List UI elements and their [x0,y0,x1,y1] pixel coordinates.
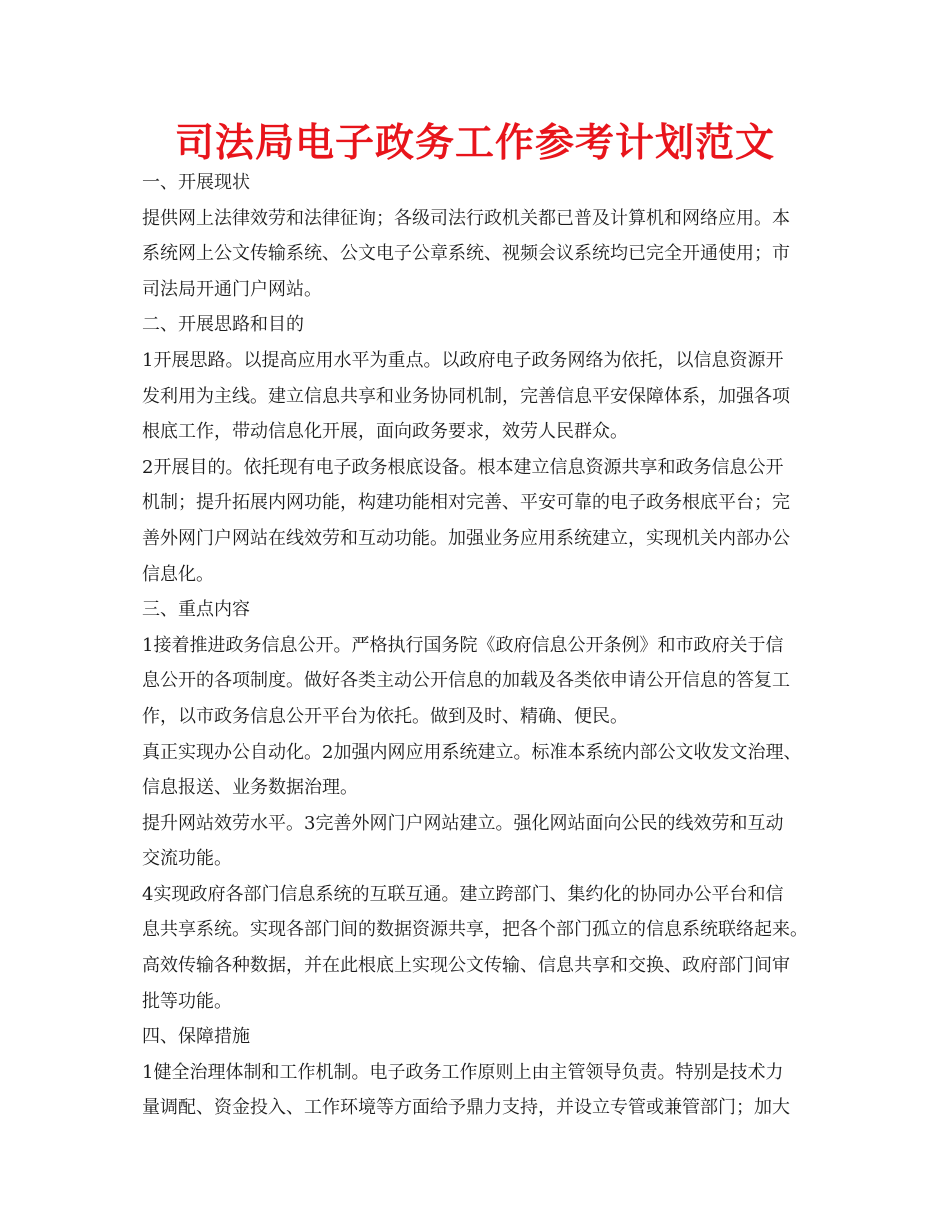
body-line: 机制；提升拓展内网功能，构建功能相对完善、平安可靠的电子政务根底平台；完 [142,492,790,514]
section-heading-safeguards: 四、保障措施 [142,1026,250,1048]
body-line: 高效传输各种数据，并在此根底上实现公文传输、信息共享和交换、政府部门间审 [142,955,790,977]
body-line: 息公开的各项制度。做好各类主动公开信息的加载及各类依申请公开信息的答复工 [142,670,790,692]
document-body [142,165,822,1126]
body-line: 系统网上公文传输系统、公文电子公章系统、视频会议系统均已完全开通使用；市 [142,243,790,265]
body-line: 提供网上法律效劳和法律征询；各级司法行政机关都已普及计算机和网络应用。本 [142,207,790,229]
body-line: 交流功能。 [142,848,232,870]
body-line: 息共享系统。实现各部门间的数据资源共享，把各个部门孤立的信息系统联络起来。 [142,919,808,941]
body-line: 2开展目的。依托现有电子政务根底设备。根本建立信息资源共享和政务信息公开 [142,456,784,478]
body-line: 1健全治理体制和工作机制。电子政务工作原则上由主管领导负责。特别是技术力 [142,1061,784,1083]
body-line: 量调配、资金投入、工作环境等方面给予鼎力支持，并设立专管或兼管部门；加大 [142,1097,790,1119]
body-line: 批等功能。 [142,990,232,1012]
body-line: 发利用为主线。建立信息共享和业务协同机制，完善信息平安保障体系，加强各项 [142,385,790,407]
body-line: 根底工作，带动信息化开展，面向政务要求，效劳人民群众。 [142,421,628,443]
document-title: 司法局电子政务工作参考计划范文 [174,121,775,166]
body-line: 4实现政府各部门信息系统的互联互通。建立跨部门、集约化的协同办公平台和信 [142,883,784,905]
body-line: 信息化。 [142,563,214,585]
body-line: 作，以市政务信息公开平台为依托。做到及时、精确、便民。 [142,705,628,727]
section-heading-status: 一、开展现状 [142,172,250,193]
section-heading-key-content: 三、重点内容 [142,599,250,621]
body-line: 1接着推进政务信息公开。严格执行国务院《政府信息公开条例》和市政府关于信 [142,634,784,656]
section-heading-approach: 二、开展思路和目的 [142,314,304,336]
body-line: 司法局开通门户网站。 [142,278,322,300]
body-line: 提升网站效劳水平。3完善外网门户网站建立。强化网站面向公民的线效劳和互动 [142,812,784,834]
body-line: 真正实现办公自动化。2加强内网应用系统建立。标准本系统内部公文收发文治理、 [142,741,802,763]
body-line: 1开展思路。以提高应用水平为重点。以政府电子政务网络为依托，以信息资源开 [142,349,784,371]
body-line: 善外网门户网站在线效劳和互动功能。加强业务应用系统建立，实现机关内部办公 [142,527,790,549]
body-line: 信息报送、业务数据治理。 [142,777,358,799]
